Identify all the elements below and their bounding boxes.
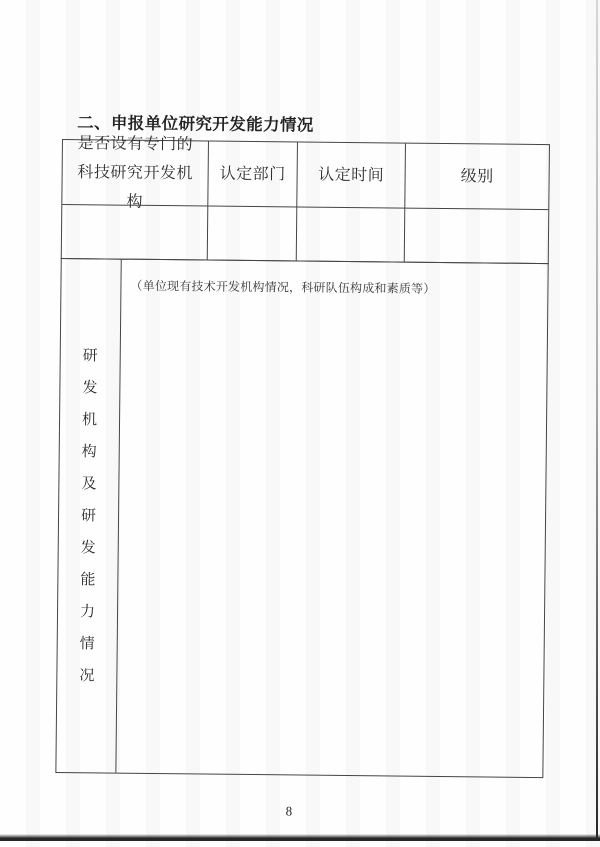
vertical-label-char: 研 [82, 347, 98, 364]
page-number: 8 [285, 803, 293, 819]
rd-capability-content-area [116, 260, 547, 777]
vertical-label-char: 机 [81, 411, 98, 428]
scan-right-edge-artifact [596, 0, 598, 841]
value-cell-has-rd-org [62, 205, 209, 260]
header-cell-recognition-dept: 认定部门 [208, 142, 298, 208]
value-cell-recognition-time [297, 207, 406, 261]
vertical-label-char: 力 [79, 603, 96, 620]
vertical-label-char: 研 [80, 507, 97, 524]
vertical-label-char: 构 [81, 443, 97, 460]
rd-capability-section [55, 258, 548, 778]
vertical-label-char: 发 [80, 539, 96, 556]
header-cell-has-rd-org: 是否设有专门的科技研究开发机构 [62, 140, 209, 207]
rd-org-table [61, 134, 550, 264]
vertical-label-char: 能 [80, 571, 96, 588]
section-heading: 二、申报单位研究开发能力情况 [77, 114, 314, 135]
scan-bottom-edge-artifact [0, 834, 600, 841]
vertical-label-char: 发 [82, 379, 98, 396]
vertical-label-char: 及 [81, 475, 97, 492]
rd-capability-note: （单位现有技术开发机构情况，科研队伍构成和素质等） [130, 278, 436, 296]
header-cell-recognition-time: 认定时间 [297, 142, 406, 208]
vertical-label-char: 况 [79, 667, 95, 684]
vertical-label-char: 情 [79, 635, 95, 652]
rd-capability-vertical-label [56, 259, 121, 773]
value-cell-level [405, 209, 549, 263]
header-cell-level: 级别 [405, 144, 549, 210]
value-cell-recognition-dept [208, 207, 298, 261]
